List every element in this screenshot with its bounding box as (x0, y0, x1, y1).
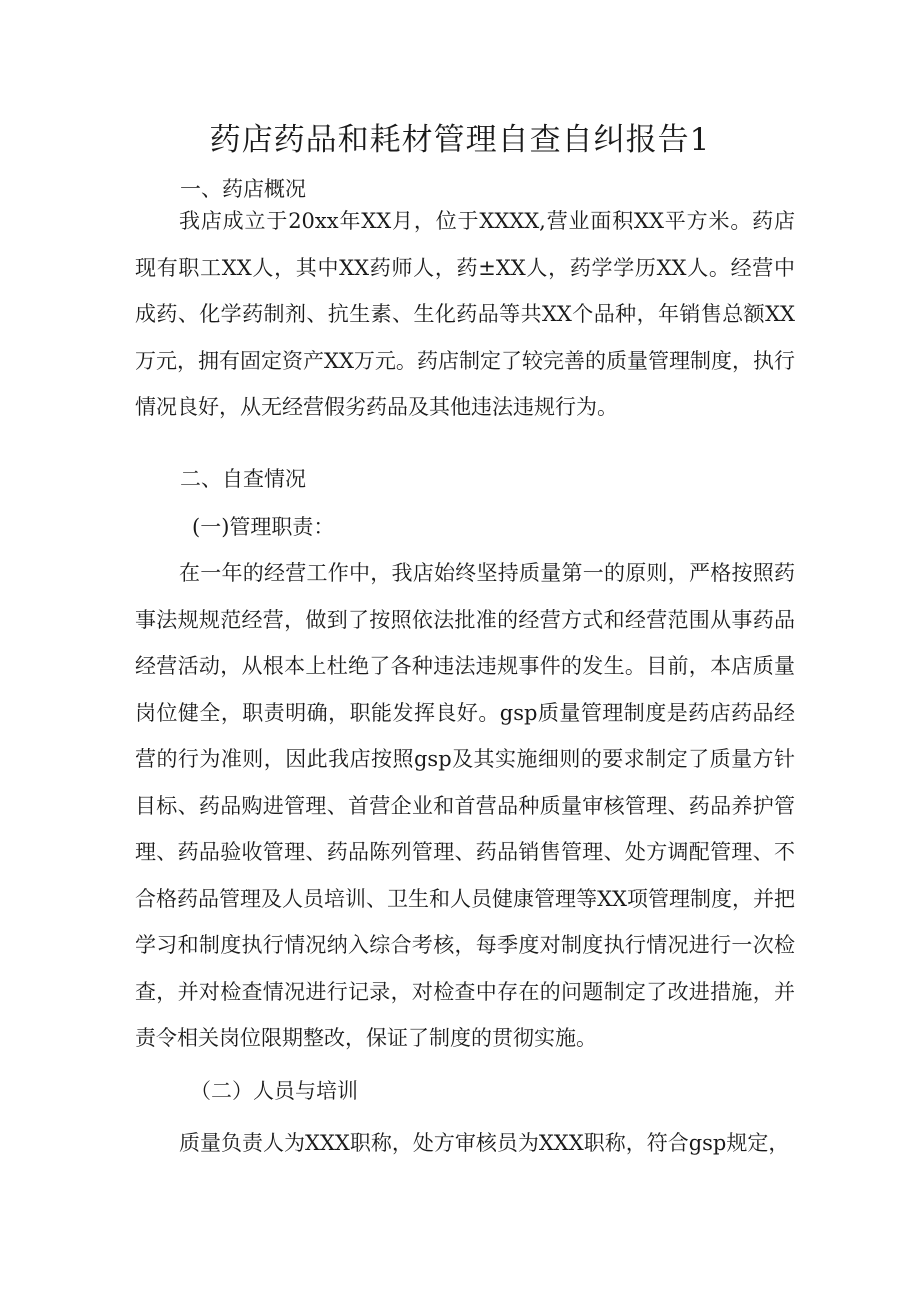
paragraph-personnel: 质量负责人为XXX职称，处方审核员为XXX职称，符合gsp规定， (179, 1131, 790, 1155)
section-heading-overview: 一、药店概况 (180, 177, 306, 201)
document-title: 药店药品和耗材管理自查自纠报告1 (209, 122, 711, 158)
paragraph-management: 在一年的经营工作中，我店始终坚持质量第一的原则，严格按照药事法规规范经营，做到了按照依法批准的经营方式和经营范围从事药品经营活动，从根本上杜绝了各种违法违规事件的发生。目前，本店质量岗位健全，职责明确，职能发挥良好。gsp质量管理制度是药店药品经营的行为准则，因此我店按照gsp及其实施细则的要求制定了质量方针目标、药品购进管理、首营企业和首营品种质量审核管理、药品养护管理、药品验收管理、药品陈列管理、药品销售管理、处方调配管理、不合格药品管理及人员培训、卫生和人员健康管理等XX项管理制度，并把学习和制度执行情况纳入综合考核，每季度对制度执行情况进行一次检查，并对检查情况进行记录，对检查中存在的问题制定了改进措施，并责令相关岗位限期整改，保证了制度的贯彻实施。 (135, 561, 795, 1050)
section-heading-self-inspection: 二、自查情况 (180, 467, 306, 491)
subsection-heading-personnel: （二）人员与培训 (190, 1079, 358, 1103)
paragraph-overview: 我店成立于20xx年XX月，位于XXXX,营业面积XX平方米。药店现有职工XX人，其中XX药师人，药±XX人，药学学历XX人。经营中成药、化学药制剂、抗生素、生化药品等共XX个品种，年销售总额XX万元，拥有固定资产XX万元。药店制定了较完善的质量管理制度，执行情况良好，从无经营假劣药品及其他违法违规行为。 (135, 209, 795, 419)
subsection-heading-management: (一)管理职责： (192, 515, 335, 539)
